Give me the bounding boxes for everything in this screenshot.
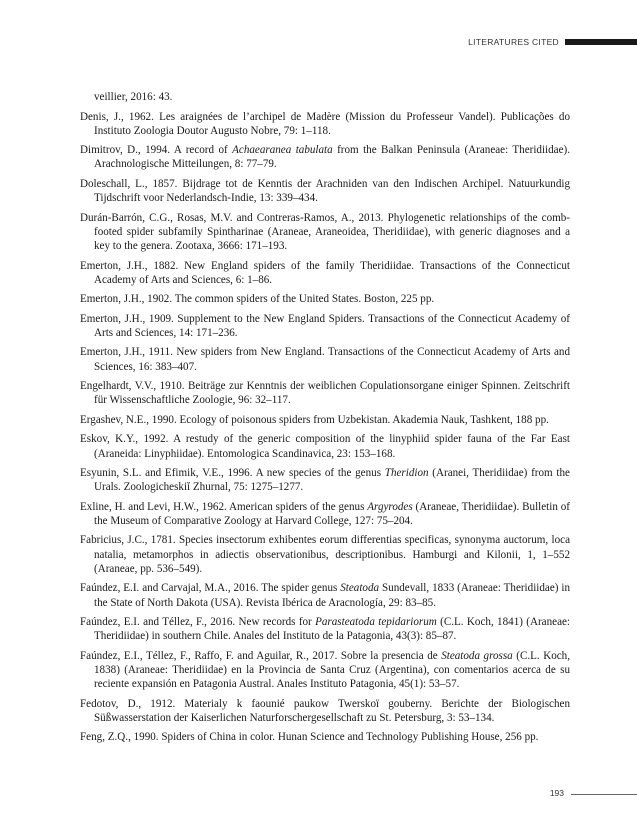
footer-rule [571,794,637,795]
reference-entry [80,697,570,725]
reference-text: (Aranei, Theridiidae) from the Urals. Zoologicheskiĭ Zhurnal, 75: 1275–1277. [94,467,570,494]
reference-text: Feng, Z.Q., 1990. Spiders of China in color. Hunan Science and Technology Publishing House, 256 pp. [80,731,539,744]
reference-text: Fabricius, J.C., 1781. Species insectorum exhibentes eorum differentias specificas, synonyma auctorum, loca natalia, metamorphos in adiectis observationibus, descriptionibus. Hamburgi and Kilonii, 1, 1–552 (Araneae, pp. 536–549). [80,534,570,575]
reference-entry [80,90,570,104]
header-bar [565,39,637,45]
reference-entry [80,345,570,373]
page-footer [0,788,637,802]
reference-text: (C.L. Koch, 1838) (Araneae: Theridiidae) en la Provincia de Santa Cruz (Argentina), con comentarios acerca de su reciente expansión en Patagonia Austral. Anales Instituto Patagonia, 45(1): 53–57. [94,649,570,691]
reference-text: (Araneae, Theridiidae). Bulletin of the Museum of Comparative Zoology at Harvard College, 127: 75–204. [94,500,570,527]
reference-entry [80,211,570,254]
reference-entry [80,432,570,460]
section-label: LITERATURES CITED [468,37,559,47]
reference-entry [80,466,570,494]
reference-text: Faúndez, E.I., Téllez, F., Raffo, F. and Aguilar, R., 2017. Sobre la presencia de [80,649,442,662]
reference-entry [80,379,570,407]
reference-text: Doleschall, L., 1857. Bijdrage tot de Kenntis der Arachniden van den Indischen Archipel. Natuurkundig Tijdschrift voor Nederlandsch-Indie, 13: 339–434. [80,177,570,205]
reference-entry [80,533,570,576]
taxon-name: Theridion [384,467,429,480]
reference-entry [80,413,570,427]
reference-text: Faúndez, E.I. and Téllez, F., 2016. New records for [80,616,316,629]
taxon-name: Steatoda [340,582,380,595]
reference-entry [80,110,570,138]
taxon-name: Achaearanea tabulata [232,144,333,157]
reference-entry [80,177,570,205]
reference-text: from the Balkan Peninsula (Araneae: Theridiidae). Arachnologische Mitteilungen, 8: 77–79. [94,144,570,171]
reference-text: Denis, J., 1962. Les araignées de l’archipel de Madère (Mission du Professeur Vandel). Publicações do Instituto Zoologia Doutor Augusto Nobre, 79: 1–118. [80,110,570,137]
reference-entry [80,259,570,287]
reference-text: Emerton, J.H., 1882. New England spiders of the family Theridiidae. Transactions of the Connecticut Academy of Arts and Sciences, 6: 1–86. [80,259,570,286]
reference-text: Engelhardt, V.V., 1910. Beiträge zur Kenntnis der weiblichen Copulationsorgane einiger Spinnen. Zeitschrift für Wissenschaftliche Zoologie, 96: 32–117. [80,380,570,407]
reference-entry [80,312,570,340]
taxon-name: Argyrodes [367,500,413,513]
reference-list [80,90,570,750]
reference-text: Eskov, K.Y., 1992. A restudy of the generic composition of the linyphiid spider fauna of the Far East (Araneida: Linyphiidae). Entomologica Scandinavica, 23: 153–168. [80,433,570,460]
reference-entry [80,143,570,171]
reference-text: Dimitrov, D., 1994. A record of [80,144,233,157]
reference-text: Sundevall, 1833 (Araneae: Theridiidae) in the State of North Dakota (USA). Revista Ibérica de Aracnología, 29: 83–85. [94,582,570,609]
page-number: 193 [549,788,564,798]
reference-text: Faúndez, E.I. and Carvajal, M.A., 2016. The spider genus [80,582,341,595]
taxon-name: Steatoda grossa [441,649,513,662]
reference-entry [80,500,570,528]
reference-text: Exline, H. and Levi, H.W., 1962. American spiders of the genus [80,500,368,513]
reference-text: Ergashev, N.E., 1990. Ecology of poisonous spiders from Uzbekistan. Akademia Nauk, Tashkent, 188 pp. [80,413,549,426]
reference-entry [80,615,570,643]
reference-text: veillier, 2016: 43. [94,91,173,103]
reference-entry [80,292,570,306]
running-header [0,36,637,50]
reference-entry [80,649,570,692]
reference-text: Emerton, J.H., 1911. New spiders from New England. Transactions of the Connecticut Academy of Arts and Sciences, 16: 383–407. [80,346,570,373]
reference-text: Emerton, J.H., 1902. The common spiders of the United States. Boston, 225 pp. [80,293,435,306]
reference-text: (C.L. Koch, 1841) (Araneae: Theridiidae) in southern Chile. Anales del Instituto de la Patagonia, 43(3): 85–87. [94,616,571,643]
reference-entry [80,581,570,609]
reference-text: Emerton, J.H., 1909. Supplement to the New England Spiders. Transactions of the Connecticut Academy of Arts and Sciences, 14: 171–236. [80,312,570,339]
reference-text: Fedotov, D., 1912. Materialy k faounié paukow Twerskoï gouberny. Berichte der Biologischen Süßwasserstation der Kaiserlichen Naturforschergesellschaft zu St. Petersburg, 3: 53–134. [80,697,570,724]
reference-text: Esyunin, S.L. and Efimik, V.E., 1996. A new species of the genus [80,467,385,480]
reference-text: Durán-Barrón, C.G., Rosas, M.V. and Contreras-Ramos, A., 2013. Phylogenetic relationships of the comb-footed spider subfamily Spintharinae (Araneae, Araneoidea, Theridiidae), with generic diagnoses and a key to the genera. Zootaxa, 3666: 171–193. [80,211,570,253]
reference-entry [80,730,570,744]
taxon-name: Parasteatoda tepidariorum [315,616,437,629]
